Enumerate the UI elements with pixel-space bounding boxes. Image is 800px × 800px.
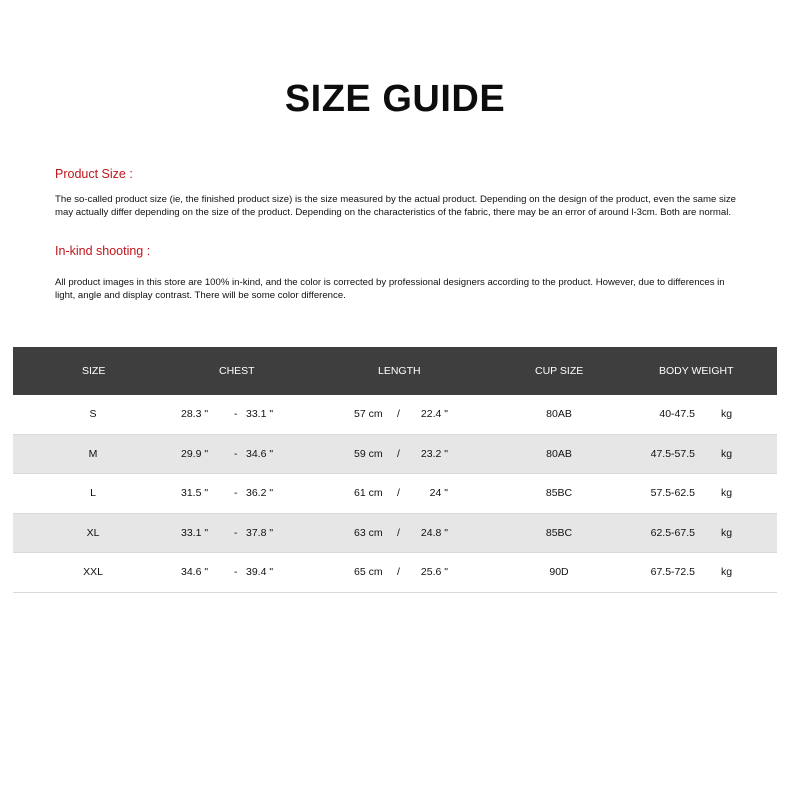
cell-body-weight: 47.5-57.5: [650, 447, 695, 460]
cell-length-inch: 22.4 ": [420, 408, 448, 420]
cell-length-separator: /: [397, 566, 400, 578]
table-row: [13, 514, 777, 554]
header-cup-size: CUP SIZE: [535, 365, 584, 377]
cell-length-separator: /: [397, 408, 400, 420]
cell-length-inch: 24 ": [429, 487, 448, 499]
cell-size: M: [88, 447, 98, 460]
cell-cup-size: 80AB: [546, 408, 572, 420]
cell-length-separator: /: [397, 447, 400, 460]
cell-length-separator: /: [397, 487, 400, 499]
table-header: [13, 347, 777, 395]
cell-weight-unit: kg: [721, 566, 733, 578]
table-row: [13, 435, 777, 475]
cell-length-cm: 57 cm: [354, 408, 383, 420]
cell-length-cm: 61 cm: [354, 487, 383, 499]
cell-chest-max: 34.6 ": [246, 447, 274, 460]
table-row: [13, 474, 777, 514]
cell-cup-size: 85BC: [545, 487, 573, 499]
cell-size: XL: [86, 526, 100, 539]
page-title: SIZE GUIDE: [284, 78, 506, 120]
size-table: [13, 347, 777, 593]
cell-size: XXL: [83, 566, 103, 578]
cell-body-weight: 57.5-62.5: [650, 487, 695, 499]
cell-weight-unit: kg: [721, 408, 733, 420]
cell-body-weight: 62.5-67.5: [650, 526, 695, 539]
header-body-weight: BODY WEIGHT: [659, 365, 734, 377]
cell-length-inch: 23.2 ": [420, 447, 448, 460]
cell-chest-max: 33.1 ": [246, 408, 274, 420]
table-row: [13, 553, 777, 593]
cell-chest-max: 39.4 ": [246, 566, 274, 578]
cell-weight-unit: kg: [721, 487, 733, 499]
cell-weight-unit: kg: [721, 526, 733, 539]
cell-weight-unit: kg: [721, 447, 733, 460]
table-body: [13, 395, 777, 593]
cell-length-cm: 59 cm: [354, 447, 383, 460]
product-size-heading: Product Size :: [55, 167, 133, 181]
cell-size: L: [90, 487, 96, 499]
cell-chest-min: 29.9 ": [181, 447, 209, 460]
cell-length-cm: 65 cm: [354, 566, 383, 578]
cell-length-cm: 63 cm: [354, 526, 383, 539]
header-size: SIZE: [82, 365, 106, 377]
table-row: [13, 395, 777, 435]
cell-length-separator: /: [397, 526, 400, 539]
cell-chest-min: 28.3 ": [181, 408, 209, 420]
header-length: LENGTH: [378, 365, 421, 377]
cell-chest-separator: -: [234, 487, 238, 499]
cell-chest-min: 31.5 ": [181, 487, 209, 499]
in-kind-shooting-heading: In-kind shooting :: [55, 244, 151, 258]
cell-cup-size: 90D: [549, 566, 569, 578]
product-size-text: The so-called product size (ie, the finished product size) is the size measured by the actual product. Depending on the design of the product, even the same size may actually differ depending on the size of the product. Depending on the characteristics of the fabric, there may be an error of around l-3cm. Both are normal.: [55, 194, 737, 218]
cell-chest-min: 34.6 ": [181, 566, 209, 578]
cell-chest-max: 37.8 ": [246, 526, 274, 539]
cell-chest-separator: -: [234, 566, 238, 578]
cell-cup-size: 85BC: [545, 526, 573, 539]
cell-size: S: [89, 408, 97, 420]
cell-body-weight: 67.5-72.5: [650, 566, 695, 578]
cell-cup-size: 80AB: [546, 447, 572, 460]
cell-body-weight: 40-47.5: [659, 408, 695, 420]
cell-chest-min: 33.1 ": [181, 526, 209, 539]
header-chest: CHEST: [219, 365, 255, 377]
cell-length-inch: 24.8 ": [420, 526, 448, 539]
cell-chest-separator: -: [234, 447, 238, 460]
cell-chest-separator: -: [234, 526, 238, 539]
cell-length-inch: 25.6 ": [420, 566, 448, 578]
cell-chest-max: 36.2 ": [246, 487, 274, 499]
in-kind-shooting-text: All product images in this store are 100% in-kind, and the color is corrected by professional designers according to the product. However, due to differences in light, angle and display contrast. There will be some color difference.: [55, 277, 725, 301]
cell-chest-separator: -: [234, 408, 238, 420]
